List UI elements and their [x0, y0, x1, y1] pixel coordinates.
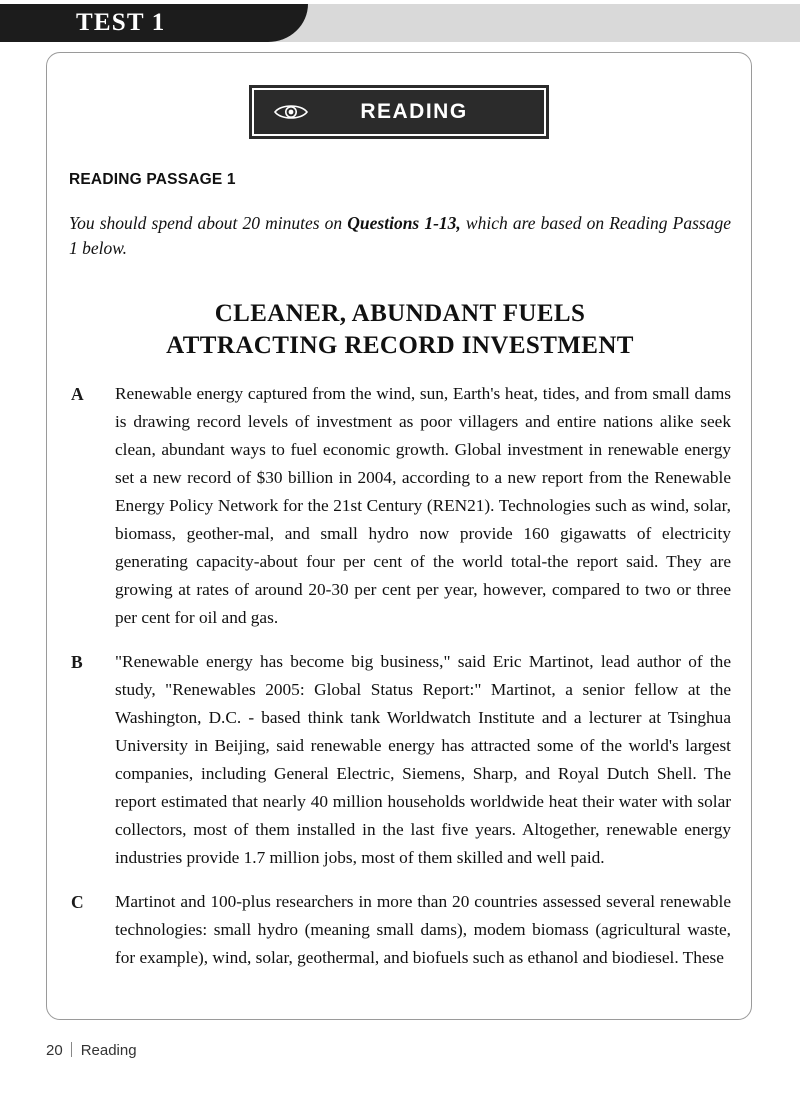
eye-icon — [268, 102, 314, 122]
footer-page-number: 20 — [46, 1042, 63, 1059]
reading-banner-label: READING — [360, 100, 468, 123]
page-header-band — [0, 0, 800, 46]
article-title-line-1: CLEANER, ABUNDANT FUELS — [214, 299, 586, 327]
page-footer — [46, 1040, 446, 1059]
paragraph-text: Renewable energy captured from the wind, sun, Earth's heat, tides, and from small dams is drawing record levels of investment as poor villagers and entire nations alike seek clean, abundant ways to fuel economic growth. Global investment in renewable energy set a new record of $30 billion in 2004, according to a new report from the Renewable Energy Policy Network for the 21st Century (REN21). Technologies such as wind, solar, biomass, geother-mal, and small hydro now provide 160 gigawatts of electricity generating capacity-about four per cent of the world total-the report said. They are growing at rates of around 20-30 per cent per year, however, compared to two or three per cent for oil and gas. — [115, 383, 731, 627]
instructions-prefix: You should spend about 20 minutes on — [69, 213, 348, 233]
passage-paragraph — [69, 888, 731, 972]
passage-heading: READING PASSAGE 1 — [69, 171, 236, 188]
reading-banner — [249, 85, 549, 139]
passage-paragraph — [69, 380, 731, 632]
paragraph-letter: C — [71, 892, 84, 913]
paragraph-letter: B — [71, 651, 83, 672]
instructions-question-range: Questions 1-13, — [347, 213, 461, 233]
article-title — [69, 298, 731, 362]
reading-banner-inner — [252, 88, 546, 136]
instructions-suffix: which are based on Reading Passage 1 below. — [69, 213, 731, 259]
footer-section-label: Reading — [80, 1042, 137, 1059]
passage-content — [69, 171, 731, 988]
article-title-line-2: ATTRACTING RECORD INVESTMENT — [166, 331, 634, 359]
passage-instructions — [69, 211, 731, 262]
paragraph-text: Martinot and 100-plus researchers in more than 20 countries assessed several renewable technologies: small hydro (meaning small dams), modem biomass (agricultural waste, for example), wind, solar, geothermal, and biofuels such as ethanol and biodiesel. These — [115, 892, 731, 968]
test-title: TEST 1 — [76, 9, 166, 36]
paragraph-text: "Renewable energy has become big business," said Eric Martinot, lead author of the study, "Renewables 2005: Global Status Report:" Martinot, a senior fellow at the Washington, D.C. - based think tank Worldwatch Institute and a lecturer at Tsinghua University in Beijing, said renewable energy has attracted some of the world's largest companies, including General Electric, Siemens, Sharp, and Royal Dutch Shell. The report estimated that nearly 40 million households worldwide heat their water with solar collectors, most of them installed in the last five years. Altogether, renewable energy industries provide 1.7 million jobs, most of them skilled and well paid. — [115, 651, 731, 867]
passage-paragraph — [69, 648, 731, 872]
paragraph-letter: A — [71, 383, 84, 404]
page-card — [46, 52, 752, 1020]
footer-divider — [71, 1042, 72, 1057]
